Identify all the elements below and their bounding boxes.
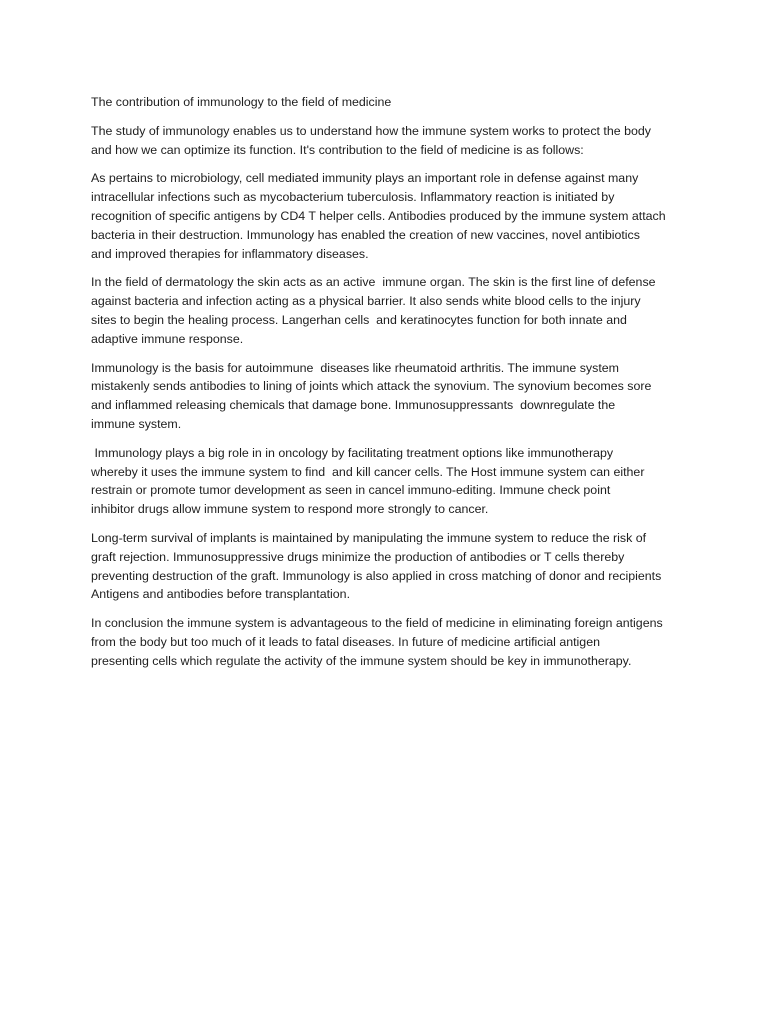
paragraph-line: and improved therapies for inflammatory diseases.	[91, 246, 369, 261]
paragraph-line: bacteria in their destruction. Immunology has enabled the creation of new vaccines, novel antibiotics	[91, 227, 640, 242]
paragraph-gap	[91, 434, 691, 444]
paragraph-line: Immunology is the basis for autoimmune diseases like rheumatoid arthritis. The immune system	[91, 360, 619, 375]
paragraph-line: against bacteria and infection acting as a physical barrier. It also sends white blood cells to the injury	[91, 294, 641, 309]
paragraph-line: In conclusion the immune system is advantageous to the field of medicine in eliminating foreign antigens	[91, 616, 663, 631]
paragraph-line: recognition of specific antigens by CD4 T helper cells. Antibodies produced by the immune system attach	[91, 208, 666, 223]
paragraph-line: whereby it uses the immune system to find and kill cancer cells. The Host immune system can either	[91, 464, 645, 479]
paragraph-line: from the body but too much of it leads to fatal diseases. In future of medicine artificial antigen	[91, 634, 600, 649]
paragraph-intro	[91, 122, 691, 160]
paragraph-gap	[91, 519, 691, 529]
paragraph-microbiology	[91, 169, 691, 263]
paragraph-gap	[91, 349, 691, 359]
paragraph-gap	[91, 604, 691, 614]
paragraph-line: Long-term survival of implants is maintained by manipulating the immune system to reduce the risk of	[91, 530, 647, 545]
paragraph-line: adaptive immune response.	[91, 331, 244, 346]
paragraph-line: and how we can optimize its function. It's contribution to the field of medicine is as follows:	[91, 142, 584, 157]
paragraph-line: restrain or promote tumor development as seen in cancel immuno-editing. Immune check point	[91, 483, 611, 498]
paragraph-gap	[91, 263, 691, 273]
paragraph-line: As pertains to microbiology, cell mediated immunity plays an important role in defense against many	[91, 171, 639, 186]
paragraph-conclusion	[91, 614, 691, 670]
paragraph-line: Antigens and antibodies before transplantation.	[91, 587, 351, 602]
paragraph-dermatology	[91, 273, 691, 348]
paragraph-line: mistakenly sends antibodies to lining of joints which attack the synovium. The synovium becomes sore	[91, 379, 652, 394]
paragraph-line: Immunology plays a big role in in oncology by facilitating treatment options like immunotherapy	[91, 445, 614, 460]
paragraph-line: and inflammed releasing chemicals that damage bone. Immunosuppressants downregulate the	[91, 398, 616, 413]
paragraph-line: In the field of dermatology the skin acts as an active immune organ. The skin is the first line of defense	[91, 275, 656, 290]
paragraph-line: presenting cells which regulate the activity of the immune system should be key in immunotherapy.	[91, 653, 632, 668]
paragraph-line: The study of immunology enables us to understand how the immune system works to protect the body	[91, 123, 651, 138]
paragraph-gap	[91, 112, 691, 122]
paragraph-gap	[91, 159, 691, 169]
paragraph-line: sites to begin the healing process. Langerhan cells and keratinocytes function for both innate and	[91, 312, 627, 327]
paragraph-line: graft rejection. Immunosuppressive drugs minimize the production of antibodies or T cells thereby	[91, 549, 625, 564]
paragraph-line: inhibitor drugs allow immune system to respond more strongly to cancer.	[91, 502, 489, 517]
paragraph-autoimmune	[91, 359, 691, 434]
paragraph-line: intracellular infections such as mycobacterium tuberculosis. Inflammatory reaction is initiated by	[91, 190, 615, 205]
paragraph-transplantation	[91, 529, 691, 604]
document-title: The contribution of immunology to the field of medicine	[91, 95, 392, 109]
document-body	[91, 93, 691, 671]
paragraph-line: preventing destruction of the graft. Immunology is also applied in cross matching of donor and recipients	[91, 568, 662, 583]
paragraph-line: immune system.	[91, 416, 182, 431]
paragraph-oncology	[91, 444, 691, 519]
